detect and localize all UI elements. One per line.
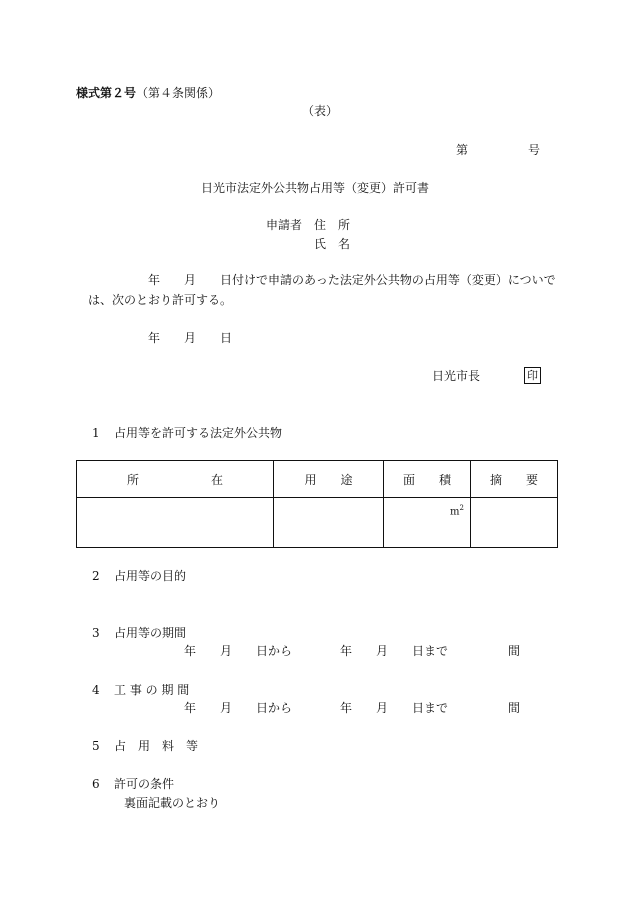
section-1-number: 1 [92,426,100,440]
section-5-title: 占 用 料 等 [114,739,199,753]
table-header-row [77,461,558,498]
side-label: （表） [302,104,339,118]
form-number-label: 様式第２号 [76,86,137,100]
section-6-number: 6 [92,777,100,791]
area-unit: $m^2$ [450,504,464,518]
issue-date: 年 月 日 [148,331,233,345]
applicant-label: 申請者 [266,218,303,232]
section-6-title: 許可の条件 [114,777,175,791]
section-6-content: 裏面記載のとおり [124,796,221,810]
section-1-title: 占用等を許可する法定外公共物 [114,426,283,440]
number-prefix: 第 [456,143,469,157]
header-area: 面 積 [384,461,471,498]
section-4-title: 工 事 の 期 間 [114,683,190,697]
section-2-title: 占用等の目的 [114,569,187,583]
body-line-1: 年 月 日付けで申請のあった法定外公共物の占用等（変更）についで [148,273,556,287]
cell-location [77,498,274,548]
table-row [77,498,558,548]
name-label: 氏 名 [314,237,351,251]
section-5-number: 5 [92,739,100,753]
section-4-period: 年 月 日から 年 月 日まで 間 [184,701,521,715]
issuer-label: 日光市長 [432,369,481,383]
section-3-title: 占用等の期間 [114,626,187,640]
section-2-number: 2 [92,569,100,583]
cell-usage [274,498,384,548]
cell-remarks [471,498,558,548]
document-title: 日光市法定外公共物占用等（変更）許可書 [201,181,430,195]
number-suffix: 号 [528,143,541,157]
section-4-number: 4 [92,683,100,697]
header-usage: 用 途 [274,461,384,498]
form-header [76,86,220,100]
body-line-2: は、次のとおり許可する。 [88,293,233,307]
property-table [76,460,558,548]
address-label: 住 所 [314,218,351,232]
cell-area [384,498,471,548]
seal-mark: 印 [524,367,541,384]
header-location: 所 在 [77,461,274,498]
section-3-period: 年 月 日から 年 月 日まで 間 [184,644,521,658]
form-relation: （第４条関係） [136,86,221,100]
header-remarks: 摘 要 [471,461,558,498]
section-3-number: 3 [92,626,100,640]
